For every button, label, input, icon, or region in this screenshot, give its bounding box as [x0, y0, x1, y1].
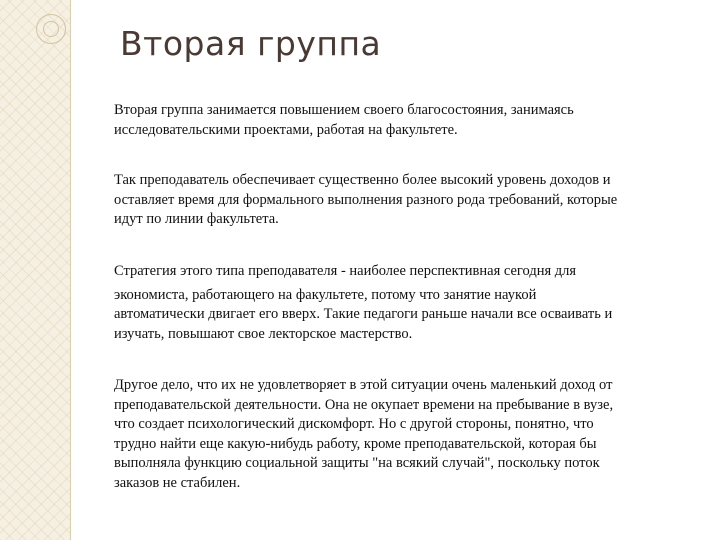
- paragraph-line: Стратегия этого типа преподавателя - наиболее перспективная сегодня для: [114, 263, 577, 279]
- paragraph-3: [114, 262, 689, 344]
- paragraph-line: трудно найти еще какую-нибудь работу, кроме преподавательской, которая бы: [114, 435, 597, 452]
- decorative-divider: [70, 0, 71, 540]
- paragraph-1: [114, 101, 689, 140]
- paragraph-4: [114, 376, 689, 493]
- paragraph-line: изучать, повышают свое лекторское мастерство.: [114, 325, 413, 342]
- paragraph-line: оставляет время для формального выполнения разного рода требований, которые: [114, 191, 618, 208]
- slide-title: Вторая группа: [120, 24, 382, 63]
- decorative-left-strip: [0, 0, 70, 540]
- paragraph-line: преподавательской деятельности. Она не окупает времени на пребывание в вузе,: [114, 396, 614, 413]
- paragraph-line: Другое дело, что их не удовлетворяет в этой ситуации очень маленький доход от: [114, 377, 613, 393]
- paragraph-line: Так преподаватель обеспечивает существенно более высокий уровень доходов и: [114, 172, 611, 188]
- paragraph-line: заказов не стабилен.: [114, 474, 241, 491]
- paragraph-line: выполняла функцию социальной защиты "на всякий случай", поскольку поток: [114, 455, 600, 471]
- paragraph-line: идут по линии факультета.: [114, 211, 279, 227]
- paragraph-2: [114, 171, 689, 230]
- paragraph-line: что создает психологический дискомфорт. Но с другой стороны, понятно, что: [114, 416, 594, 432]
- paragraph-line: экономиста, работающего на факультете, потому что занятие наукой: [114, 286, 537, 303]
- paragraph-line: исследовательскими проектами, работая на факультете.: [114, 121, 458, 138]
- paragraph-line: автоматически двигает его вверх. Такие педагоги раньше начали все осваивать и: [114, 306, 613, 322]
- decorative-circle-inner: [43, 21, 59, 37]
- paragraph-line: Вторая группа занимается повышением своего благосостояния, занимаясь: [114, 102, 574, 118]
